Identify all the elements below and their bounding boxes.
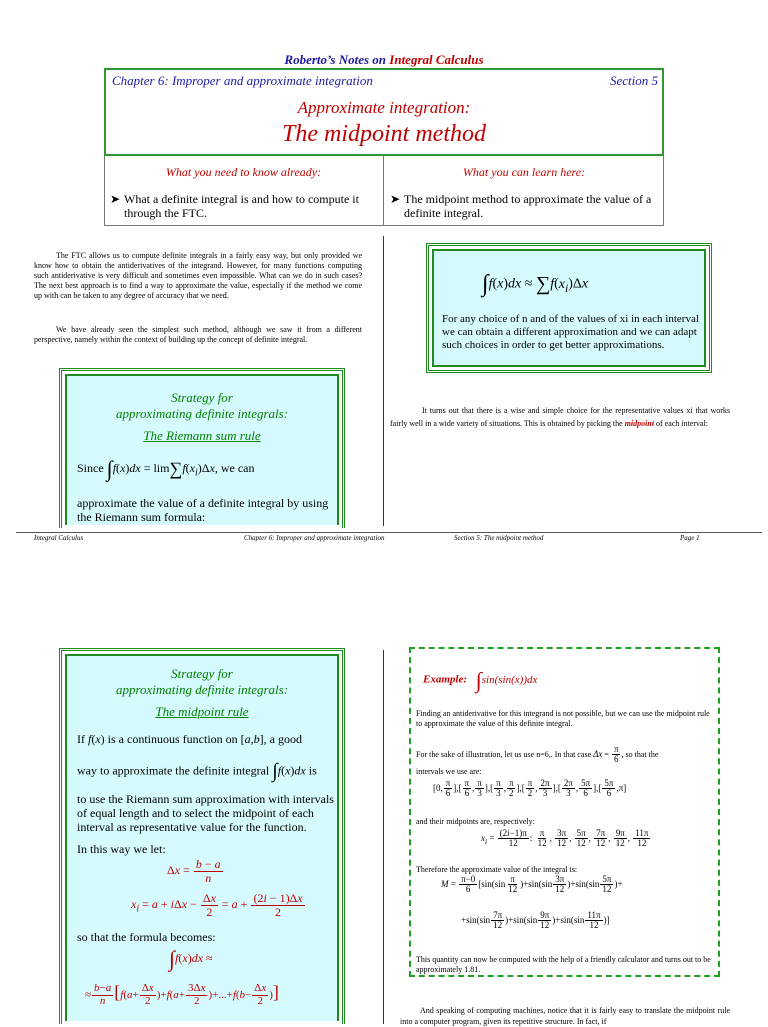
midpoint-highlight: midpoint bbox=[624, 419, 655, 428]
midpoint-rule-box bbox=[59, 648, 345, 1024]
intervals-formula: [0, $\frac{\pi}{6}$ ],[ $\frac{\pi}{6}$ , $\frac{\pi}{3}$ ],[ $\frac{\pi}{3}$ , $\frac{\pi}{2}$ ],[ $\frac{\pi}{2}$ , $\frac{2\pi}{3}$ ],[ $\frac{2\pi}{3}$ , $\frac{5\pi}{6}$ ],[ $\frac{5\pi}{6}$ ,π] bbox=[433, 778, 627, 799]
midpoint-title-3: The midpoint rule bbox=[155, 704, 249, 719]
riemann-rule-box bbox=[59, 368, 345, 528]
prereq-left-item bbox=[110, 192, 376, 220]
series-author: Roberto’s Notes on bbox=[284, 52, 387, 67]
midpoint-title-1: Strategy for bbox=[171, 666, 233, 681]
approximation-formula-1: M = $\frac{\pi-0}{6}$ [sin(sin $\frac{\pi}{12}$ )+sin(sin $\frac{3\pi}{12}$ )+sin(sin $\frac{5\pi}{12}$ )+ bbox=[441, 874, 623, 895]
series-subject: Integral Calculus bbox=[389, 52, 484, 67]
midpoint-intro: It turns out that there is a wise and simple choice for the representative values xi that works fairly well in a wide variety of situations. This is obtained by picking the midpoint of each interval: bbox=[390, 406, 730, 428]
title-line1: Approximate integration: bbox=[297, 98, 471, 117]
riemann-sum-formula: $\int f(x)dx \approx \sum f(x_i)\Delta x$ bbox=[482, 271, 589, 297]
chapter-label: Chapter 6: Improper and approximate integration bbox=[112, 73, 373, 88]
example-header: Example: ∫sin(sin(x))dx bbox=[423, 667, 538, 692]
midpoint-line-2: way to approximate the definite integral ∫f(x)dx is bbox=[77, 760, 317, 782]
riemann-title-3: The Riemann sum rule bbox=[143, 428, 261, 443]
example-p4: and their midpoints are, respectively: bbox=[416, 817, 535, 826]
prereq-left-text: What a definite integral is and how to compute it through the FTC. bbox=[124, 192, 359, 220]
midpoint-text: to use the Riemann sum approximation with intervals of equal length and to select the midpoint of each interval as representative value for the function. bbox=[77, 792, 334, 834]
example-label: Example: bbox=[423, 673, 467, 686]
column-divider bbox=[383, 236, 384, 526]
prereq-left-heading: What you need to know already: bbox=[165, 165, 322, 179]
riemann-title-2: approximating definite integrals: bbox=[115, 406, 289, 421]
section-label: Section 5 bbox=[609, 73, 658, 88]
page-title: The midpoint method bbox=[282, 121, 486, 147]
column-divider bbox=[383, 650, 384, 1024]
xi-formula: $x_i = a + i\Delta x$ − $\frac{\Delta x}{2}$ = a + $\frac{(2i - 1)\Delta x}{2}$ bbox=[131, 891, 303, 919]
example-p3: intervals we use are: bbox=[416, 767, 482, 776]
intro-paragraph-2: We have already seen the simplest such method, although we saw it from a different perspective, namely within the context of building up the concept of definite integral. bbox=[34, 325, 362, 344]
example-p6: This quantity can now be computed with the help of a friendly calculator and turns out to be approximately 1.81. bbox=[416, 955, 711, 974]
footer-rule bbox=[16, 532, 762, 533]
example-p5: Therefore the approximate value of the integral is: bbox=[416, 865, 578, 874]
arrow-bullet-icon: ➤ bbox=[110, 192, 121, 206]
midpoint-let: In this way we let: bbox=[77, 842, 166, 856]
midpoint-title-2: approximating definite integrals: bbox=[115, 682, 289, 697]
footer-page: Page 1 bbox=[680, 534, 700, 542]
example-box bbox=[409, 647, 720, 977]
footer-section: Section 5: The midpoint method bbox=[454, 534, 544, 542]
midpoint-integral: ∫f(x)dx ≈ bbox=[169, 946, 213, 971]
riemann-formula: Since $\int f(x)dx = \lim\sum f(x_i)\Delta x$, we can bbox=[77, 456, 255, 481]
midpoint-sum-formula: ≈ $\frac{b-a}{n}$ [f(a+ $\frac{\Delta x}{2}$ )+f(a+ $\frac{3\Delta x}{2}$ )+...+f(b− $\frac{\Delta x}{2}$ )] bbox=[85, 982, 279, 1007]
riemann-formula-box bbox=[426, 243, 712, 373]
prereq-right-item bbox=[390, 192, 658, 220]
formula-box-text: For any choice of n and of the values of xi in each interval we can obtain a different approximation and we can adapt such choices in order to get better approximations. bbox=[442, 313, 699, 351]
riemann-text: approximate the value of a definite integral by using the Riemann sum formula: bbox=[77, 496, 329, 524]
delta-x-formula: Δx = $\frac{b - a}{n}$ bbox=[167, 857, 221, 885]
footer-chapter: Chapter 6: Improper and approximate integration bbox=[244, 534, 385, 542]
approximation-formula-2: +sin(sin $\frac{7\pi}{12}$ )+sin(sin $\frac{9\pi}{12}$ )+sin(sin $\frac{11\pi}{12}$ )] bbox=[461, 910, 610, 931]
riemann-title-1: Strategy for bbox=[171, 390, 233, 405]
arrow-bullet-icon: ➤ bbox=[390, 192, 401, 206]
intro-paragraph-1: The FTC allows us to compute definite integrals in a fairly easy way, but only provided we know how to obtain the antiderivatives of the integrand. However, for many functions computing such antiderivative is very difficult and sometimes even impossible. What can we do in such cases? The next best approach is to find a way to approximate the value, especially if the method we come up with can be taken to any degree of accuracy that we need. bbox=[34, 251, 362, 300]
midpoint-line-1: If f(x) is a continuous function on [a,b], a good bbox=[77, 732, 302, 746]
prereq-right-heading: What you can learn here: bbox=[462, 165, 586, 179]
footer-left: Integral Calculus bbox=[34, 534, 84, 542]
example-p2: For the sake of illustration, let us use n=6,. In that case Δx = $\frac{\pi}{6}$ , so that the bbox=[416, 744, 659, 765]
series-title bbox=[0, 52, 768, 68]
midpoints-formula: $x_i$ = $\frac{(2i-1)\pi}{12}$ : $\frac{\pi}{12}$ , $\frac{3\pi}{12}$ , $\frac{5\pi}{12}$ , $\frac{7\pi}{12}$ , $\frac{9\pi}{12}$ , $\frac{11\pi}{12}$ bbox=[481, 828, 649, 849]
midpoint-becomes: so that the formula becomes: bbox=[77, 930, 216, 944]
prereq-right-text: The midpoint method to approximate the value of a definite integral. bbox=[404, 192, 652, 220]
example-p1: Finding an antiderivative for this integrand is not possible, but we can use the midpoint rule to approximate the value of this definite integral. bbox=[416, 709, 710, 728]
closing-paragraph: And speaking of computing machines, notice that it is fairly easy to translate the midpoint rule into a computer program, given its repetitive structure. In fact, if bbox=[400, 1006, 730, 1026]
